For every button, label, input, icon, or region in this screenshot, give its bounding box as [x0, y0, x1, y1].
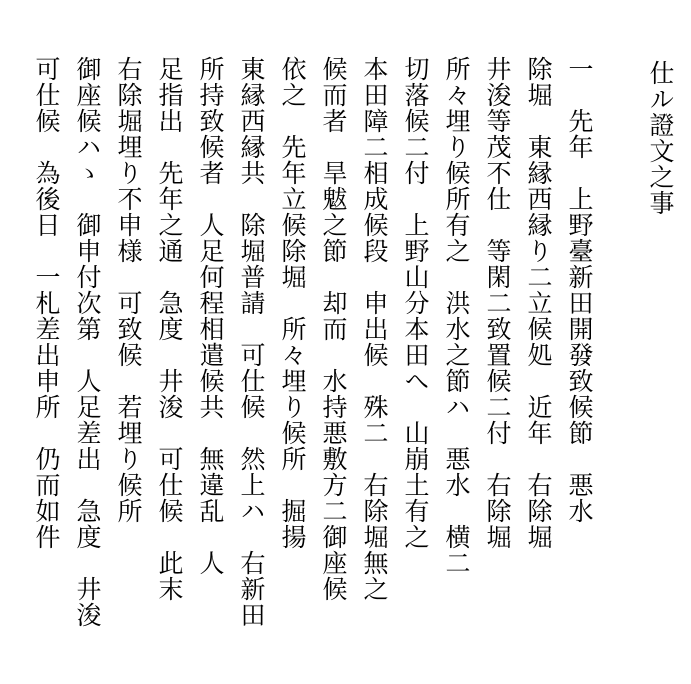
text-column-8: 依之 先年立候除堀 所々埋り候所 掘揚: [278, 56, 307, 550]
text-column-14: 可仕候 為後日 一札差出申所 仍而如件: [32, 56, 61, 550]
text-column-12: 右除堀埋り不申様 可致候 若埋り候所: [114, 56, 143, 524]
text-column-7: 候而者 旱魃之節 却而 水持悪敷方二御座候: [319, 56, 348, 602]
text-column-5: 切落候二付 上野山分本田へ 山崩土有之: [401, 56, 430, 550]
text-column-13: 御座候ハゝ 御申付次第 人足差出 急度 井浚: [73, 56, 102, 628]
text-column-9: 東縁西縁共 除堀普請 可仕候 然上ハ 右新田: [237, 56, 266, 628]
text-column-3: 井浚等茂不仕 等閑二致置候二付 右除堀: [483, 56, 512, 550]
text-column-4: 所々埋り候所有之 洪水之節ハ 悪水 横二: [442, 56, 471, 576]
text-column-6: 本田障二相成候段 申出候 殊二 右除堀無之: [360, 56, 389, 602]
document-title: 仕ル證文之事: [646, 60, 675, 216]
text-column-11: 足指出 先年之通 急度 井浚 可仕候 此末: [155, 56, 184, 602]
text-column-2: 除堀 東縁西縁り二立候処 近年 右除堀: [524, 56, 553, 550]
text-column-10: 所持致候者 人足何程相遣候共 無違乱 人: [196, 56, 225, 576]
text-column-1: 一 先年 上野臺新田開發致候節 悪水: [565, 56, 594, 524]
